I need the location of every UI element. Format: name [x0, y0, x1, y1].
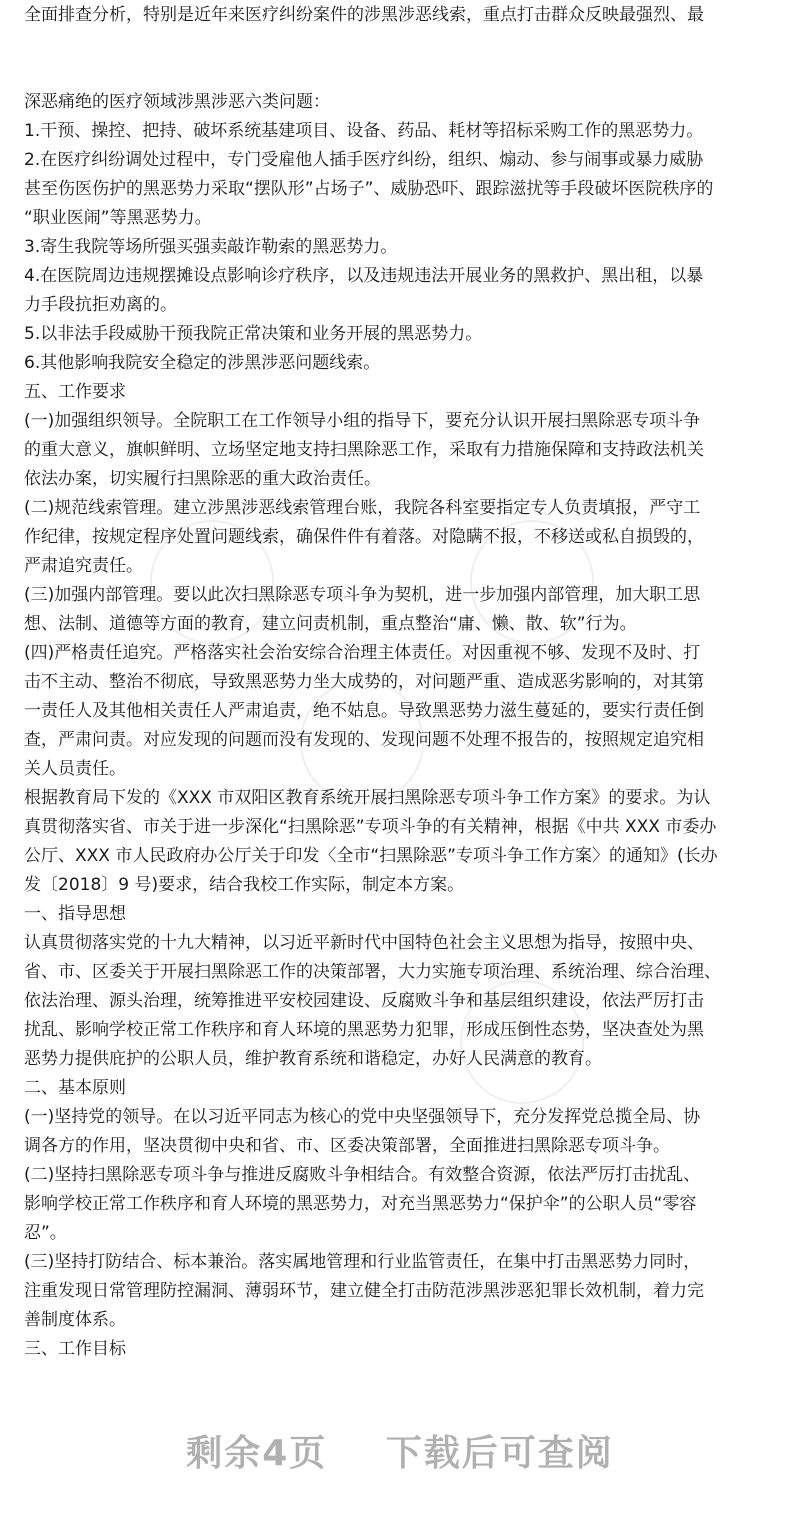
document-line: 调各方的作用，坚决贯彻中央和省、市、区委决策部署，全面推进扫黑除恶专项斗争。 — [24, 1136, 670, 1156]
document-line: 作纪律，按规定程序处置问题线索，确保件件有着落。对隐瞒不报，不移送或私自损毁的， — [24, 527, 704, 547]
remaining-pages-label[interactable]: 剩余4页 — [186, 1433, 328, 1474]
document-line: 5.以非法手段威胁干预我院正常决策和业务开展的黑恶势力。 — [24, 324, 483, 344]
document-line: (一)加强组织领导。全院职工在工作领导小组的指导下，要充分认识开展扫黑除恶专项斗争 — [24, 411, 701, 431]
document-line: (二)坚持扫黑除恶专项斗争与推进反腐败斗争相结合。有效整合资源，依法严厉打击扰乱、 — [24, 1165, 701, 1185]
document-line: 6.其他影响我院安全稳定的涉黑涉恶问题线索。 — [24, 353, 381, 373]
document-line: 甚至伤医伤护的黑恶势力采取“摆队形”占场子”、威胁恐吓、跟踪滋扰等手段破坏医院秩序的 — [24, 179, 714, 199]
document-line: 一、指导思想 — [24, 904, 126, 924]
document-line: 依法治理、源头治理，统筹推进平安校园建设、反腐败斗争和基层组织建设，依法严厉打击 — [24, 991, 704, 1011]
document-line: 查，严肃问责。对应发现的问题而没有发现的、发现问题不处理不报告的，按照规定追究相 — [24, 730, 704, 750]
document-line: 2.在医疗纠纷调处过程中，专门受雇他人插手医疗纠纷，组织、煽动、参与闹事或暴力威胁 — [24, 150, 704, 170]
document-line: 注重发现日常管理防控漏洞、薄弱环节，建立健全打击防范涉黑涉恶犯罪长效机制，着力完 — [24, 1281, 704, 1301]
document-line: (二)规范线索管理。建立涉黑涉恶线索管理台账，我院各科室要指定专人负责填报，严守工 — [24, 498, 701, 518]
document-line: 力手段抗拒劝离的。 — [24, 295, 177, 315]
document-line: 扰乱、影响学校正常工作秩序和育人环境的黑恶势力犯罪，形成压倒性态势，坚决查处为黑 — [24, 1020, 704, 1040]
download-to-view-label[interactable]: 下载后可查阅 — [385, 1433, 614, 1474]
document-line: 想、法制、道德等方面的教育，建立问责机制，重点整治“庸、懒、散、软”行为。 — [24, 614, 637, 634]
document-line: 忍”。 — [24, 1223, 67, 1243]
document-line: 依法办案，切实履行扫黑除恶的重大政治责任。 — [24, 469, 381, 489]
document-line: 击不主动、整治不彻底，导致黑恶势力坐大成势的，对问题严重、造成恶劣影响的，对其第 — [24, 672, 704, 692]
document-line: 的重大意义，旗帜鲜明、立场坚定地支持扫黑除恶工作，采取有力措施保障和支持政法机关 — [24, 440, 704, 460]
document-line: “职业医闹”等黑恶势力。 — [24, 208, 212, 228]
document-line: 善制度体系。 — [24, 1310, 126, 1330]
document-line: 根据教育局下发的《XXX 市双阳区教育系统开展扫黑除恶专项斗争工作方案》的要求。为认 — [24, 788, 711, 808]
document-line: 认真贯彻落实党的十九大精神，以习近平新时代中国特色社会主义思想为指导，按照中央、 — [24, 933, 704, 953]
document-line: 三、工作目标 — [24, 1339, 126, 1359]
document-line: 严肃追究责任。 — [24, 556, 143, 576]
document-line: 影响学校正常工作秩序和育人环境的黑恶势力，对充当黑恶势力“保护伞”的公职人员“零容 — [24, 1194, 697, 1214]
partial-top-line: 全面排查分析，特别是近年来医疗纠纷案件的涉黑涉恶线索，重点打击群众反映最强烈、最 — [24, 5, 704, 25]
document-line: 真贯彻落实省、市关于进一步深化“扫黑除恶”专项斗争的有关精神，根据《中共 XXX 市委办 — [24, 817, 717, 837]
document-line: 五、工作要求 — [24, 382, 126, 402]
document-line: 3.寄生我院等场所强买强卖敲诈勒索的黑恶势力。 — [24, 237, 398, 257]
document-line: 关人员责任。 — [24, 759, 126, 779]
document-line: 4.在医院周边违规摆摊设点影响诊疗秩序，以及违规违法开展业务的黑救护、黑出租，以暴 — [24, 266, 704, 286]
document-line: (四)严格责任追究。严格落实社会治安综合治理主体责任。对因重视不够、发现不及时、打 — [24, 643, 701, 663]
document-line: (三)加强内部管理。要以此次扫黑除恶专项斗争为契机，进一步加强内部管理，加大职工思 — [24, 585, 701, 605]
download-prompt[interactable] — [0, 1425, 800, 1476]
document-line: 一责任人及其他相关责任人严肃追责，绝不姑息。导致黑恶势力滋生蔓延的，要实行责任倒 — [24, 701, 704, 721]
document-line: 恶势力提供庇护的公职人员，维护教育系统和谐稳定，办好人民满意的教育。 — [24, 1049, 602, 1069]
document-line: 发〔2018〕9 号)要求，结合我校工作实际，制定本方案。 — [24, 875, 465, 895]
document-line: 1.干预、操控、把持、破坏系统基建项目、设备、药品、耗材等招标采购工作的黑恶势力。 — [24, 121, 704, 141]
document-line: 省、市、区委关于开展扫黑除恶工作的决策部署，大力实施专项治理、系统治理、综合治理、 — [24, 962, 721, 982]
document-line: (一)坚持党的领导。在以习近平同志为核心的党中央坚强领导下，充分发挥党总揽全局、协 — [24, 1107, 701, 1127]
document-line: 深恶痛绝的医疗领域涉黑涉恶六类问题： — [24, 92, 330, 112]
document-line: 二、基本原则 — [24, 1078, 126, 1098]
document-line: (三)坚持打防结合、标本兼治。落实属地管理和行业监管责任，在集中打击黑恶势力同时， — [24, 1252, 701, 1272]
document-line: 公厅、XXX 市人民政府办公厅关于印发〈全市“扫黑除恶”专项斗争工作方案〉的通知》(长办 — [24, 846, 718, 866]
